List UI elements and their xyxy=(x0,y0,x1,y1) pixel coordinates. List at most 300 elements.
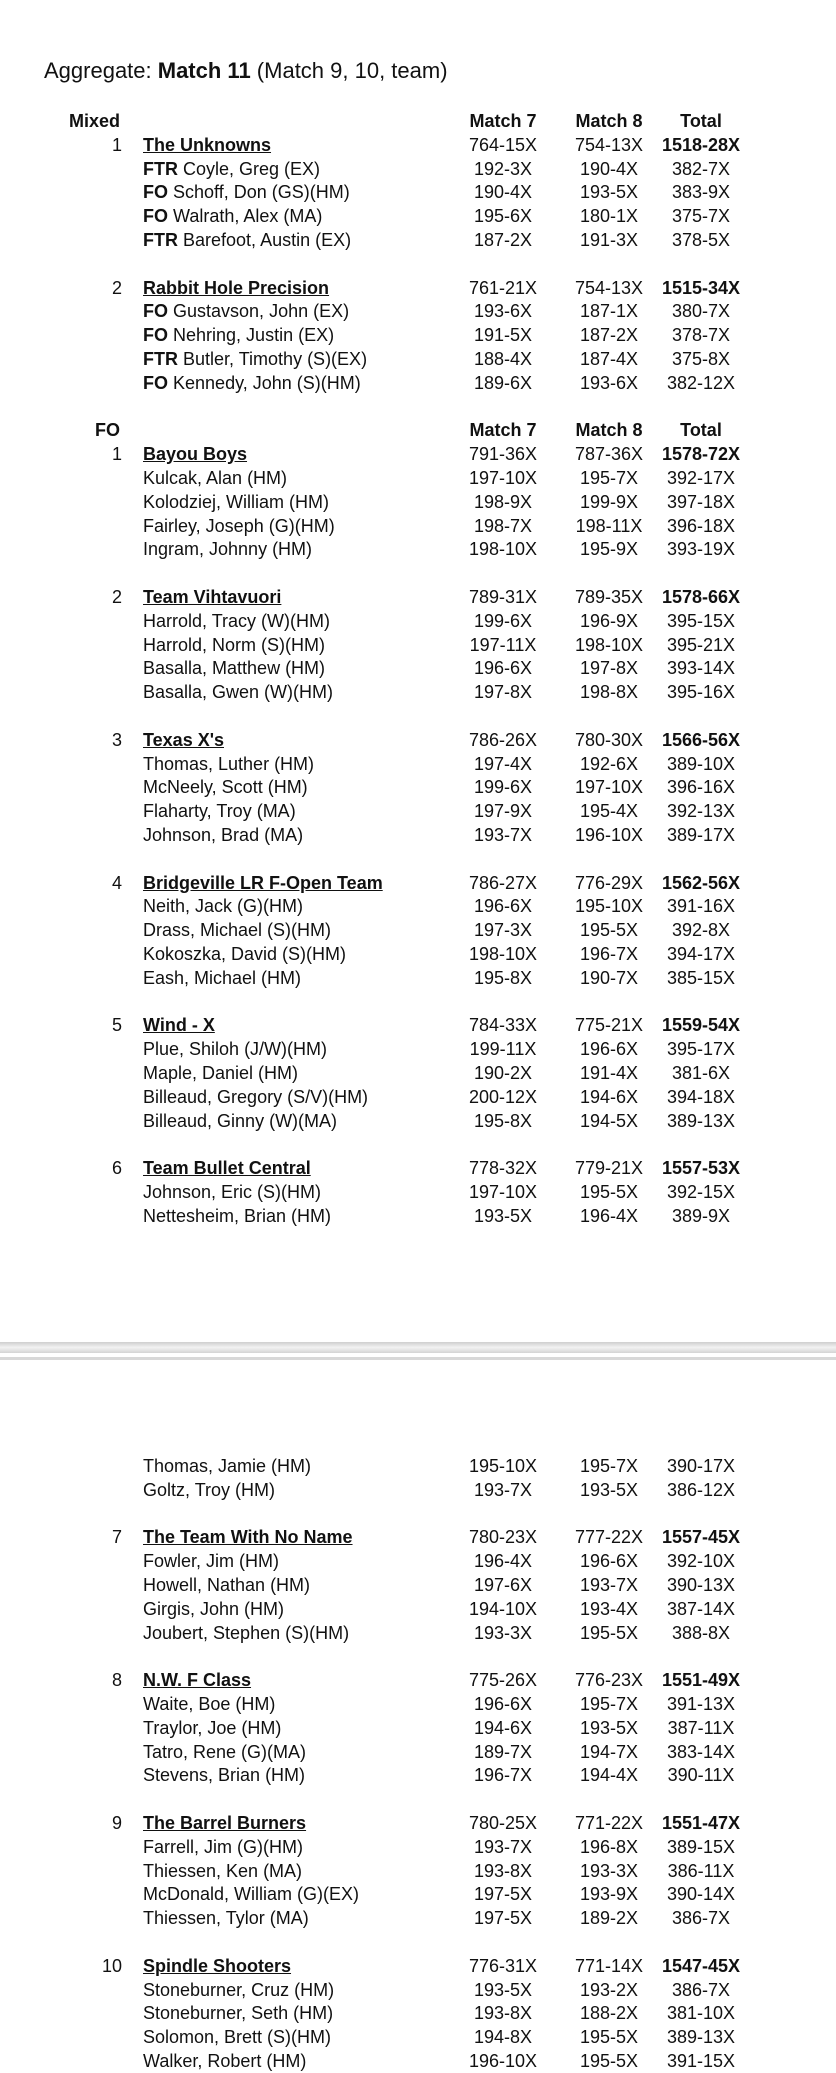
shooter-row xyxy=(0,1978,836,2002)
shooter-name-text: Walrath, Alex (MA) xyxy=(173,206,323,227)
match7-score: 196-6X xyxy=(473,1694,533,1714)
match7-score: 193-7X xyxy=(473,1836,533,1857)
match7-score: 196-10X xyxy=(468,2051,538,2071)
shooter-name xyxy=(143,799,296,823)
match7-score: 198-10X xyxy=(468,539,538,560)
shooter-class: FO xyxy=(143,206,168,227)
match7-score: 197-6X xyxy=(473,1575,533,1595)
team-rank: 8 xyxy=(111,1670,122,1691)
section-label: Mixed xyxy=(69,111,121,131)
total-score: 392-17X xyxy=(666,468,736,488)
shooter-name xyxy=(143,180,350,204)
shooter-name xyxy=(143,1906,309,1930)
match8-score: 775-21X xyxy=(574,1015,644,1036)
match7-score: 189-7X xyxy=(473,1741,533,1762)
shooter-name xyxy=(143,656,325,680)
total-score: 1578-72X xyxy=(661,444,741,465)
shooter-name-text: Drass, Michael (S)(HM) xyxy=(143,920,332,941)
match8-score: 789-35X xyxy=(574,587,644,607)
total-score: 390-17X xyxy=(666,1456,736,1476)
match8-score: 754-13X xyxy=(574,277,644,298)
shooter-name-text: Kokoszka, David (S)(HM) xyxy=(143,944,347,964)
column-header: Match 7 xyxy=(469,111,537,131)
shooter-row xyxy=(0,1454,836,1478)
shooter-name-text: McDonald, William (G)(EX) xyxy=(143,1884,360,1905)
match8-score: 190-7X xyxy=(579,967,639,988)
shooter-row xyxy=(0,1549,836,1573)
match7-score: 196-6X xyxy=(473,658,533,679)
match8-score: 776-29X xyxy=(574,872,644,893)
shooter-row xyxy=(0,1835,836,1859)
match7-score: 191-5X xyxy=(473,325,533,346)
team-row xyxy=(0,133,836,157)
shooter-row xyxy=(0,537,836,561)
shooter-name-text: Plue, Shiloh (J/W)(HM) xyxy=(143,1039,328,1060)
match8-score: 196-9X xyxy=(579,610,639,631)
match8-score: 191-4X xyxy=(579,1063,639,1083)
match7-score: 791-36X xyxy=(468,444,538,465)
match7-score: 193-7X xyxy=(473,1479,533,1500)
shooter-name xyxy=(143,347,367,371)
shooter-row xyxy=(0,1859,836,1883)
match8-score: 195-7X xyxy=(579,468,639,488)
match7-score: 197-10X xyxy=(468,468,538,488)
total-score: 385-15X xyxy=(666,967,736,988)
total-score: 389-13X xyxy=(666,2027,736,2048)
match7-score: 761-21X xyxy=(468,277,538,298)
match7-score: 189-6X xyxy=(473,372,533,393)
team-rank: 7 xyxy=(111,1527,122,1548)
shooter-name xyxy=(143,1109,337,1133)
match8-score: 197-8X xyxy=(579,658,639,679)
match7-score: 775-26X xyxy=(468,1670,538,1691)
shooter-name xyxy=(143,609,330,633)
total-score: 395-16X xyxy=(666,682,736,703)
match7-score: 197-8X xyxy=(473,682,533,703)
shooter-row xyxy=(0,2025,836,2049)
shooter-row xyxy=(0,1906,836,1930)
shooter-name-text: Basalla, Matthew (HM) xyxy=(143,658,326,679)
shooter-name xyxy=(143,204,322,228)
shooter-name xyxy=(143,323,334,347)
total-score: 386-11X xyxy=(667,1860,735,1881)
shooter-row xyxy=(0,894,836,918)
team-name: Spindle Shooters xyxy=(143,1955,292,1976)
shooter-name-text: Stevens, Brian (HM) xyxy=(143,1765,306,1786)
shooter-row xyxy=(0,752,836,776)
shooter-row xyxy=(0,371,836,395)
total-score: 1515-34X xyxy=(661,277,741,298)
match8-score: 192-6X xyxy=(579,753,639,774)
shooter-name xyxy=(143,1180,321,1204)
shooter-row xyxy=(0,180,836,204)
team-row xyxy=(0,1668,836,1692)
shooter-name-text: Harrold, Tracy (W)(HM) xyxy=(143,610,330,631)
shooter-row xyxy=(0,609,836,633)
match7-score: 199-11X xyxy=(469,1039,537,1060)
team-name: The Team With No Name xyxy=(143,1527,353,1548)
shooter-row xyxy=(0,1763,836,1787)
match8-score: 191-3X xyxy=(579,230,639,250)
shooter-name xyxy=(143,942,346,966)
total-score: 1578-66X xyxy=(661,587,741,607)
team-rank: 4 xyxy=(111,872,122,893)
shooter-name-text: Butler, Timothy (S)(EX) xyxy=(183,349,368,369)
total-score: 381-10X xyxy=(666,2003,736,2024)
team-rank: 9 xyxy=(111,1813,122,1833)
shooter-row xyxy=(0,1716,836,1740)
match8-score: 193-6X xyxy=(579,372,639,393)
total-score: 394-18X xyxy=(666,1086,736,1107)
total-score: 392-10X xyxy=(666,1551,736,1572)
shooter-name-text: Fairley, Joseph (G)(HM) xyxy=(143,515,335,536)
match8-score: 190-4X xyxy=(579,158,639,179)
match7-score: 198-9X xyxy=(473,491,533,512)
team-name: Team Bullet Central xyxy=(143,1158,311,1179)
match7-score: 197-10X xyxy=(468,1182,538,1202)
total-score: 389-17X xyxy=(666,825,736,845)
team-name: Texas X's xyxy=(143,729,224,750)
shooter-name xyxy=(143,1037,327,1061)
match7-score: 195-8X xyxy=(473,1110,533,1131)
shooter-name xyxy=(143,466,287,490)
match8-score: 195-5X xyxy=(579,1182,639,1202)
shooter-name xyxy=(143,633,325,657)
total-score: 393-14X xyxy=(666,658,736,679)
total-score: 378-5X xyxy=(671,230,731,250)
shooter-name xyxy=(143,2025,331,2049)
match8-score: 754-13X xyxy=(574,134,644,155)
match8-score: 195-4X xyxy=(579,801,639,822)
shooter-row xyxy=(0,204,836,228)
match7-score: 192-3X xyxy=(473,158,533,179)
shooter-name xyxy=(143,1573,310,1597)
shooter-name xyxy=(143,1621,349,1645)
match8-score: 779-21X xyxy=(574,1158,644,1179)
match7-score: 196-7X xyxy=(473,1765,533,1786)
shooter-row xyxy=(0,918,836,942)
match7-score: 194-8X xyxy=(473,2027,533,2048)
match7-score: 780-23X xyxy=(468,1527,538,1548)
team-name: Rabbit Hole Precision xyxy=(143,277,330,298)
shooter-name xyxy=(143,1978,334,2002)
shooter-name-text: Traylor, Joe (HM) xyxy=(143,1717,282,1738)
match8-score: 771-14X xyxy=(574,1955,644,1976)
match7-score: 198-10X xyxy=(468,944,538,964)
total-score: 1551-49X xyxy=(661,1670,741,1691)
match8-score: 193-5X xyxy=(579,1479,639,1500)
column-header: Match 8 xyxy=(575,111,643,131)
match8-score: 194-6X xyxy=(579,1086,639,1107)
match7-score: 198-7X xyxy=(473,515,533,536)
team-row xyxy=(0,728,836,752)
match7-score: 195-8X xyxy=(473,967,533,988)
total-score: 375-7X xyxy=(671,206,731,227)
team-row xyxy=(0,276,836,300)
match8-score: 196-10X xyxy=(574,825,644,845)
shooter-name xyxy=(143,1716,281,1740)
total-score: 389-10X xyxy=(666,753,736,774)
total-score: 394-17X xyxy=(666,944,736,964)
title-prefix: Aggregate: xyxy=(44,58,158,83)
match8-score: 194-4X xyxy=(579,1765,639,1786)
team-name: Wind - X xyxy=(143,1015,215,1036)
column-header: Match 7 xyxy=(469,420,537,441)
match8-score: 197-10X xyxy=(574,777,644,798)
shooter-name-text: Billeaud, Gregory (S/V)(HM) xyxy=(143,1086,369,1107)
match8-score: 195-5X xyxy=(579,2051,639,2071)
match8-score: 195-7X xyxy=(579,1456,639,1476)
match7-score: 193-5X xyxy=(473,1205,533,1226)
shooter-row xyxy=(0,157,836,181)
match8-score: 193-7X xyxy=(579,1575,639,1595)
column-header: Total xyxy=(680,111,722,131)
page-break-divider-line xyxy=(0,1357,836,1360)
shooter-row xyxy=(0,1621,836,1645)
shooter-row xyxy=(0,1597,836,1621)
team-name: Bayou Boys xyxy=(143,444,248,465)
total-score: 1557-45X xyxy=(661,1527,741,1548)
section-header xyxy=(0,109,836,133)
shooter-row xyxy=(0,299,836,323)
match7-score: 780-25X xyxy=(468,1813,538,1833)
shooter-name xyxy=(143,752,314,776)
shooter-name-text: Basalla, Gwen (W)(HM) xyxy=(143,682,334,703)
shooter-class: FTR xyxy=(143,349,178,369)
match8-score: 194-7X xyxy=(579,1741,639,1762)
team-rank: 2 xyxy=(111,587,122,607)
team-rank: 3 xyxy=(111,729,122,750)
match8-score: 189-2X xyxy=(579,1908,639,1929)
shooter-name xyxy=(143,680,333,704)
match8-score: 193-5X xyxy=(579,182,639,203)
match8-score: 196-6X xyxy=(579,1039,639,1060)
total-score: 1557-53X xyxy=(661,1158,741,1179)
shooter-class: FO xyxy=(143,301,168,322)
match8-score: 195-5X xyxy=(579,920,639,941)
match7-score: 197-11X xyxy=(469,634,537,655)
shooter-row xyxy=(0,514,836,538)
shooter-name-text: Schoff, Don (GS)(HM) xyxy=(173,182,350,203)
team-name: N.W. F Class xyxy=(143,1670,252,1691)
shooter-name-text: Neith, Jack (G)(HM) xyxy=(143,896,304,917)
total-score: 1562-56X xyxy=(661,872,741,893)
match8-score: 780-30X xyxy=(574,729,644,750)
shooter-row xyxy=(0,347,836,371)
match8-score: 194-5X xyxy=(579,1110,639,1131)
match8-score: 188-2X xyxy=(579,2003,639,2024)
total-score: 389-9X xyxy=(671,1205,731,1226)
shooter-name-text: Waite, Boe (HM) xyxy=(143,1694,276,1714)
team-row xyxy=(0,1954,836,1978)
shooter-name-text: Nehring, Justin (EX) xyxy=(173,325,335,346)
shooter-name-text: Thomas, Jamie (HM) xyxy=(143,1456,312,1476)
total-score: 391-13X xyxy=(666,1694,736,1714)
match8-score: 195-5X xyxy=(579,2027,639,2048)
match7-score: 187-2X xyxy=(473,230,533,250)
shooter-name xyxy=(143,2049,306,2073)
match7-score: 194-6X xyxy=(473,1717,533,1738)
match7-score: 196-6X xyxy=(473,896,533,917)
total-score: 392-8X xyxy=(671,920,731,941)
total-score: 395-15X xyxy=(666,610,736,631)
shooter-name xyxy=(143,537,312,561)
shooter-name-text: Flaharty, Troy (MA) xyxy=(143,801,296,822)
total-score: 389-15X xyxy=(666,1836,736,1857)
shooter-row xyxy=(0,466,836,490)
match8-score: 187-1X xyxy=(579,301,639,322)
shooter-name xyxy=(143,894,303,918)
shooter-row xyxy=(0,775,836,799)
match7-score: 195-6X xyxy=(473,206,533,227)
total-score: 390-13X xyxy=(666,1575,736,1595)
shooter-name-text: Johnson, Brad (MA) xyxy=(143,825,304,845)
match8-score: 193-5X xyxy=(579,1717,639,1738)
team-rank: 6 xyxy=(111,1158,122,1179)
total-score: 391-16X xyxy=(666,896,736,917)
match7-score: 786-26X xyxy=(468,729,538,750)
match8-score: 187-2X xyxy=(579,325,639,346)
shooter-name xyxy=(143,823,303,847)
match8-score: 193-9X xyxy=(579,1884,639,1905)
shooter-name xyxy=(143,1859,302,1883)
shooter-row xyxy=(0,799,836,823)
total-score: 1547-45X xyxy=(661,1955,741,1976)
shooter-name xyxy=(143,371,361,395)
total-score: 392-15X xyxy=(666,1182,736,1202)
match7-score: 197-3X xyxy=(473,920,533,941)
match7-score: 193-6X xyxy=(473,301,533,322)
shooter-name xyxy=(143,1692,275,1716)
match8-score: 195-5X xyxy=(579,1622,639,1643)
match7-score: 193-7X xyxy=(473,825,533,845)
match8-score: 776-23X xyxy=(574,1670,644,1691)
shooter-name xyxy=(143,966,301,990)
shooter-row xyxy=(0,1692,836,1716)
shooter-name xyxy=(143,1204,331,1228)
match7-score: 197-4X xyxy=(473,753,533,774)
shooter-name-text: Farrell, Jim (G)(HM) xyxy=(143,1836,303,1857)
shooter-name-text: Kulcak, Alan (HM) xyxy=(143,468,288,488)
total-score: 387-11X xyxy=(667,1717,735,1738)
total-score: 393-19X xyxy=(666,539,736,560)
shooter-name-text: Johnson, Eric (S)(HM) xyxy=(143,1182,322,1202)
shooter-name xyxy=(143,299,349,323)
shooter-row xyxy=(0,966,836,990)
shooter-name-text: Gustavson, John (EX) xyxy=(173,301,350,322)
match7-score: 199-6X xyxy=(473,610,533,631)
column-header: Match 8 xyxy=(575,420,643,441)
match7-score: 784-33X xyxy=(468,1015,538,1036)
title-suffix: (Match 9, 10, team) xyxy=(250,58,448,83)
total-score: 386-12X xyxy=(666,1479,736,1500)
team-row xyxy=(0,442,836,466)
total-score: 396-16X xyxy=(666,777,736,798)
total-score: 386-7X xyxy=(671,1908,731,1929)
team-rank: 2 xyxy=(111,277,122,298)
match7-score: 193-8X xyxy=(473,1860,533,1881)
team-rank: 1 xyxy=(111,134,122,155)
team-rank: 1 xyxy=(111,444,122,465)
shooter-row xyxy=(0,942,836,966)
total-score: 1518-28X xyxy=(661,134,741,155)
shooter-name xyxy=(143,2001,333,2025)
shooter-row xyxy=(0,1740,836,1764)
shooter-name-text: Coyle, Greg (EX) xyxy=(183,158,321,179)
team-row xyxy=(0,1525,836,1549)
shooter-name-text: Thomas, Luther (HM) xyxy=(143,753,315,774)
match7-score: 193-3X xyxy=(473,1622,533,1643)
title-match: Match 11 xyxy=(157,58,251,83)
match7-score: 789-31X xyxy=(468,587,538,607)
match8-score: 195-10X xyxy=(574,896,644,917)
shooter-row xyxy=(0,633,836,657)
shooter-name-text: Barefoot, Austin (EX) xyxy=(183,230,352,250)
match7-score: 190-2X xyxy=(473,1063,533,1083)
match7-score: 190-4X xyxy=(473,182,533,203)
total-score: 1566-56X xyxy=(661,729,741,750)
match7-score: 197-5X xyxy=(473,1908,533,1929)
total-score: 1551-47X xyxy=(661,1813,741,1833)
shooter-name-text: Ingram, Johnny (HM) xyxy=(143,539,313,560)
page-title xyxy=(44,58,448,84)
total-score: 389-13X xyxy=(666,1110,736,1131)
total-score: 395-21X xyxy=(666,634,736,655)
team-name: The Unknowns xyxy=(143,134,272,155)
match8-score: 199-9X xyxy=(579,491,639,512)
match8-score: 198-11X xyxy=(575,515,643,536)
match7-score: 786-27X xyxy=(468,872,538,893)
shooter-name-text: Harrold, Norm (S)(HM) xyxy=(143,634,325,655)
match7-score: 196-4X xyxy=(473,1551,533,1572)
match8-score: 196-4X xyxy=(579,1205,639,1226)
shooter-row xyxy=(0,1204,836,1228)
column-header: Total xyxy=(680,420,722,441)
shooter-row xyxy=(0,2001,836,2025)
shooter-row xyxy=(0,1882,836,1906)
match8-score: 198-10X xyxy=(574,634,644,655)
shooter-name-text: Billeaud, Ginny (W)(MA) xyxy=(143,1110,338,1131)
shooter-name-text: Thiessen, Ken (MA) xyxy=(143,1860,303,1881)
shooter-name xyxy=(143,1835,303,1859)
shooter-name-text: Kolodziej, William (HM) xyxy=(143,491,330,512)
shooter-name-text: Solomon, Brett (S)(HM) xyxy=(143,2027,332,2048)
shooter-name xyxy=(143,918,331,942)
total-score: 383-9X xyxy=(671,182,731,203)
shooter-name xyxy=(143,775,308,799)
shooter-row xyxy=(0,2049,836,2073)
total-score: 381-6X xyxy=(671,1063,731,1083)
total-score: 1559-54X xyxy=(661,1015,741,1036)
shooter-name xyxy=(143,1882,359,1906)
shooter-name-text: Thiessen, Tylor (MA) xyxy=(143,1908,309,1929)
shooter-row xyxy=(0,1180,836,1204)
shooter-name xyxy=(143,228,351,252)
shooter-class: FTR xyxy=(143,158,178,179)
shooter-name-text: Joubert, Stephen (S)(HM) xyxy=(143,1622,350,1643)
shooter-name-text: Kennedy, John (S)(HM) xyxy=(173,372,361,393)
total-score: 390-14X xyxy=(666,1884,736,1905)
shooter-class: FO xyxy=(143,325,168,346)
shooter-row xyxy=(0,656,836,680)
shooter-name xyxy=(143,1597,284,1621)
shooter-row xyxy=(0,1037,836,1061)
match7-score: 776-31X xyxy=(468,1955,538,1976)
section-label: FO xyxy=(95,420,120,441)
page-break-divider xyxy=(0,1342,836,1353)
match7-score: 778-32X xyxy=(468,1158,538,1179)
shooter-name-text: Nettesheim, Brian (HM) xyxy=(143,1205,332,1226)
